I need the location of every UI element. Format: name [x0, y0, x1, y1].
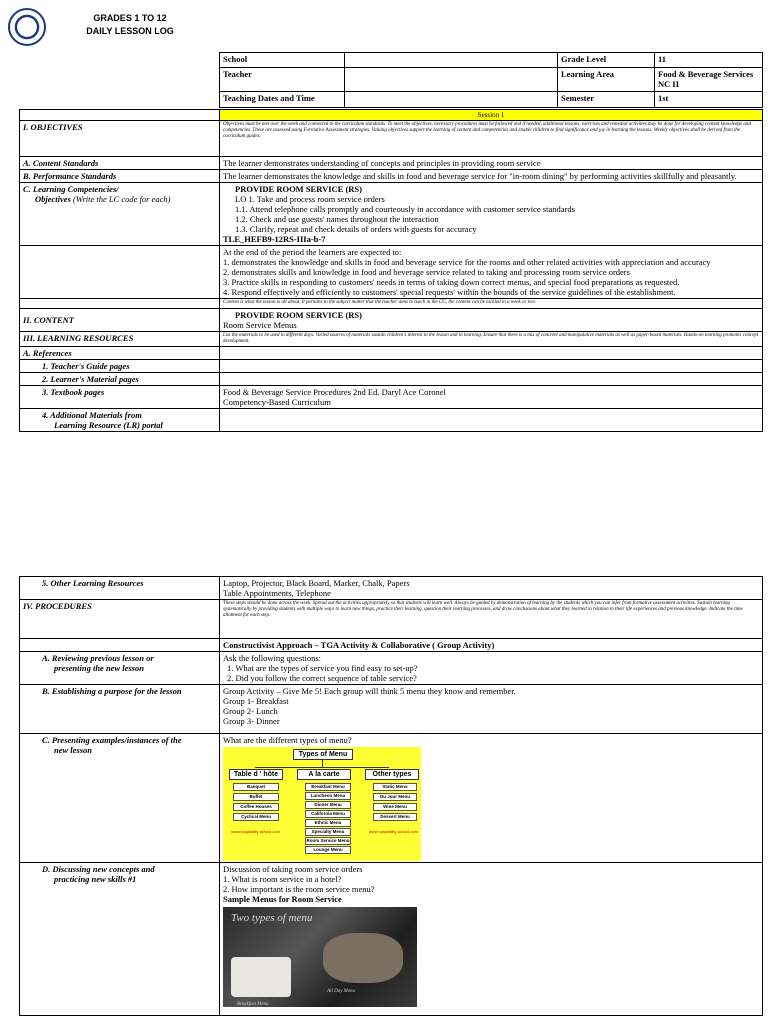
approach: Constructivist Approach – TGA Activity & Collaborative ( Group Activity)	[220, 639, 763, 652]
objective-3: 3. Practice skills in responding to customers' needs in terms of taking down correct menus, and special food preparations as requested.	[223, 277, 680, 287]
competency-2: 1.2. Check and use guests' names throughout the interaction	[235, 214, 439, 224]
objectives-label: I. OBJECTIVES	[20, 121, 220, 157]
step-b-value	[220, 685, 763, 734]
step-c-label	[20, 734, 220, 863]
all-day-plate	[323, 933, 403, 983]
competency-code: TLE_HEFB9-12RS-IIIa-b-7	[223, 234, 326, 244]
step-d-q2: 2. How important is the room service menu?	[223, 884, 375, 894]
objectives-note: Objectives must be met over the week and connected to the curriculum standards. To meet the objectives, necessary procedures must be followed and if needed, additional lessons, exercises and remedial activities may be done for developing content knowledge and competencies. These are assessed using Formative Assessment strategies. Valuing objectives support the learning of content and competencies and enable children to find significance and joy in learning the lessons. Weekly objectives shall be derived from the curriculum guides.	[220, 121, 763, 157]
competency-3: 1.3. Clarify, repeat and check details of orders with guests for accuracy	[235, 224, 477, 234]
objective-2: 2. demonstrates skills and knowledge in food and beverage service related to taking and processing room service orders	[223, 267, 630, 277]
diagram-item: Luncheon Menu	[305, 792, 351, 800]
competencies-label-line1: C. Learning Competencies/	[23, 184, 119, 194]
competencies-label-line2: Objectives	[35, 194, 71, 204]
step-b-g3: Group 3- Dinner	[223, 716, 280, 726]
sample-menus-photo	[223, 907, 417, 1007]
step-d-intro: Discussion of taking room service orders	[223, 864, 363, 874]
competency-lo: LO 1. Take and process room service orders	[235, 194, 385, 204]
title-line-1: GRADES 1 TO 12	[93, 13, 167, 23]
diagram-item: Lounge Menu	[305, 846, 351, 854]
step-d-label	[20, 863, 220, 1016]
competencies-label-line3: (Write the LC code for each)	[73, 194, 171, 204]
learning-objectives	[220, 246, 763, 299]
school-field[interactable]	[345, 53, 558, 68]
teacher-label: Teacher	[220, 68, 345, 92]
diagram-item: Du Jour Menu	[373, 793, 417, 801]
additional-materials-value	[220, 409, 763, 432]
references-label: A. References	[20, 347, 220, 360]
semester-value: 1st	[655, 92, 763, 108]
content-title: PROVIDE ROOM SERVICE (RS)	[235, 310, 362, 320]
photo-title: Two types of menu	[231, 912, 313, 924]
teacher-field[interactable]	[345, 68, 558, 92]
step-a-intro: Ask the following questions:	[223, 653, 321, 663]
diagram-item: Breakfast Menu	[305, 783, 351, 791]
textbook-label: 3. Textbook pages	[20, 386, 220, 409]
header-table	[219, 52, 763, 108]
textbook-value	[220, 386, 763, 409]
content-sub: Room Service Menus	[223, 320, 297, 330]
diagram-url: www.hospitality-school.com	[231, 829, 280, 834]
other-resources-2: Table Appointments, Telephone	[223, 588, 331, 598]
diagram-item: Static Menu	[373, 783, 417, 791]
performance-standards-value: The learner demonstrates the knowledge and skills in food and beverage service for "in-room dining" by performing activities skillfully and pleasantly.	[220, 170, 763, 183]
step-a-label-1: A. Reviewing previous lesson or	[42, 653, 154, 663]
photo-caption-1: All Day Menu	[327, 989, 356, 994]
diagram-col2: A la carte	[297, 769, 351, 780]
additional-materials-label	[20, 409, 220, 432]
diagram-item: Specialty Menu	[305, 828, 351, 836]
diagram-item: Buffet	[233, 793, 279, 801]
diagram-url: www.hospitality-school.com	[369, 829, 418, 834]
resources-label: III. LEARNING RESOURCES	[20, 332, 220, 347]
content-standards-label: A. Content Standards	[20, 157, 220, 170]
step-c-label-1: C. Presenting examples/instances of the	[42, 735, 182, 745]
step-a-label-2: presenting the new lesson	[54, 663, 144, 673]
step-b-label: B. Establishing a purpose for the lesson	[20, 685, 220, 734]
step-d-value	[220, 863, 763, 1016]
teachers-guide-value	[220, 360, 763, 373]
procedures-note: These steps should be done across the week. Spread out the activities appropriately so that students will learn well. Always be guided by demonstration of learning by the students which you can infer from formative assessment activities. Sustain learning systematically by providing students with multiple ways to learn new things, practice their learning, question their learning processes, and draw conclusions about what they learned in relation to their life experiences and previous knowledge. Indicate the time allotment for each step.	[220, 600, 763, 639]
dates-label: Teaching Dates and Time	[220, 92, 345, 108]
step-c-value	[220, 734, 763, 863]
learners-material-value	[220, 373, 763, 386]
performance-standards-label: B. Performance Standards	[20, 170, 220, 183]
textbook-value-2: Competency-Based Curriculum	[223, 397, 331, 407]
photo-caption-2: Breakfast Menu	[237, 1002, 269, 1007]
dates-field[interactable]	[345, 92, 558, 108]
diagram-col1: Table d ' hôte	[229, 769, 283, 780]
competencies-value	[220, 183, 763, 246]
content-value	[220, 309, 763, 332]
grade-level-label: Grade Level	[558, 53, 655, 68]
diagram-item: Dinner Menu	[305, 801, 351, 809]
lesson-table-page2	[19, 576, 763, 1016]
step-b-g2: Group 2- Lunch	[223, 706, 278, 716]
step-d-q1: 1. What is room service in a hotel?	[223, 874, 342, 884]
school-label: School	[220, 53, 345, 68]
resources-note: List the materials to be used in different days. Varied sources of materials sustain children's interest in the lesson and in learning. Ensure that there is a mix of concrete and manipulative materials as well as paper-based materials. Hands-on learning promotes concept development.	[220, 332, 763, 347]
competency-1: 1.1. Attend telephone calls promptly and courteously in accordance with customer service standards	[235, 204, 575, 214]
diagram-item: Cyclical Menu	[233, 813, 279, 821]
diagram-top: Types of Menu	[293, 749, 353, 760]
competencies-label	[20, 183, 220, 246]
semester-label: Semester	[558, 92, 655, 108]
learning-area-value: Food & Beverage Services NC II	[655, 68, 763, 92]
step-a-q1: 1. What are the types of service you find easy to set-up?	[227, 663, 418, 673]
types-of-menu-diagram	[223, 747, 421, 861]
step-a-q2: 2. Did you follow the correct sequence of table service?	[227, 673, 417, 683]
other-resources-1: Laptop, Projector, Black Board, Marker, Chalk, Papers	[223, 578, 410, 588]
deped-logo	[8, 8, 46, 46]
diagram-item: California Menu	[305, 810, 351, 818]
learning-area-label: Learning Area	[558, 68, 655, 92]
session-label: Session 1	[220, 110, 763, 121]
objectives-intro: At the end of the period the learners are expected to:	[223, 247, 402, 257]
diagram-col3: Other types	[365, 769, 419, 780]
grade-level-value: 11	[655, 53, 763, 68]
step-a-value	[220, 652, 763, 685]
objective-4: 4. Respond effectively and efficiently to customers' special requests' within the bounds of the service guidelines of the establishment.	[223, 287, 676, 297]
additional-materials-line2: Learning Resource (LR) portal	[54, 420, 163, 430]
additional-materials-line1: 4. Additional Materials from	[42, 410, 142, 420]
lesson-table-page1	[19, 109, 763, 432]
learners-material-label: 2. Learner's Material pages	[20, 373, 220, 386]
title-line-2: DAILY LESSON LOG	[86, 26, 174, 36]
diagram-item: Dessert Menu	[373, 813, 417, 821]
step-a-label	[20, 652, 220, 685]
step-b-g1: Group 1- Breakfast	[223, 696, 289, 706]
diagram-item: Room Service Menu	[306, 838, 350, 843]
step-d-sample: Sample Menus for Room Service	[223, 894, 342, 904]
step-d-label-1: D. Discussing new concepts and	[42, 864, 155, 874]
step-b-intro: Group Activity – Give Me 5! Each group will think 5 menu they know and remember.	[223, 686, 516, 696]
procedures-label: IV. PROCEDURES	[20, 600, 220, 639]
breakfast-plate	[231, 957, 291, 997]
step-c-question: What are the different types of menu?	[223, 735, 352, 745]
objective-1: 1. demonstrates the knowledge and skills in food and beverage service for the rooms and other related activities with appreciation and accuracy	[223, 257, 711, 267]
step-d-label-2: practicing new skills #1	[54, 874, 137, 884]
content-note: Content is what the lesson is all about. It pertains to the subject matter that the teacher aims to teach in the CG, the content can be tackled in a week or two.	[220, 299, 763, 309]
textbook-value-1: Food & Beverage Service Procedures 2nd Ed. Daryl Ace Coronel	[223, 387, 446, 397]
step-c-label-2: new lesson	[54, 745, 93, 755]
diagram-line	[255, 767, 389, 768]
other-resources-label: 5. Other Learning Resources	[20, 577, 220, 600]
diagram-item: Ethnic Menu	[305, 819, 351, 827]
diagram-item: Banquet	[233, 783, 279, 791]
content-standards-value: The learner demonstrates understanding of concepts and principles in providing room service	[220, 157, 763, 170]
other-resources-value	[220, 577, 763, 600]
diagram-item: Coffee Houses	[233, 803, 279, 811]
document-title	[60, 12, 200, 38]
diagram-item: Wine Menu	[373, 803, 417, 811]
teachers-guide-label: 1. Teacher's Guide pages	[20, 360, 220, 373]
content-label: II. CONTENT	[20, 309, 220, 332]
competency-title: PROVIDE ROOM SERVICE (RS)	[235, 184, 362, 194]
